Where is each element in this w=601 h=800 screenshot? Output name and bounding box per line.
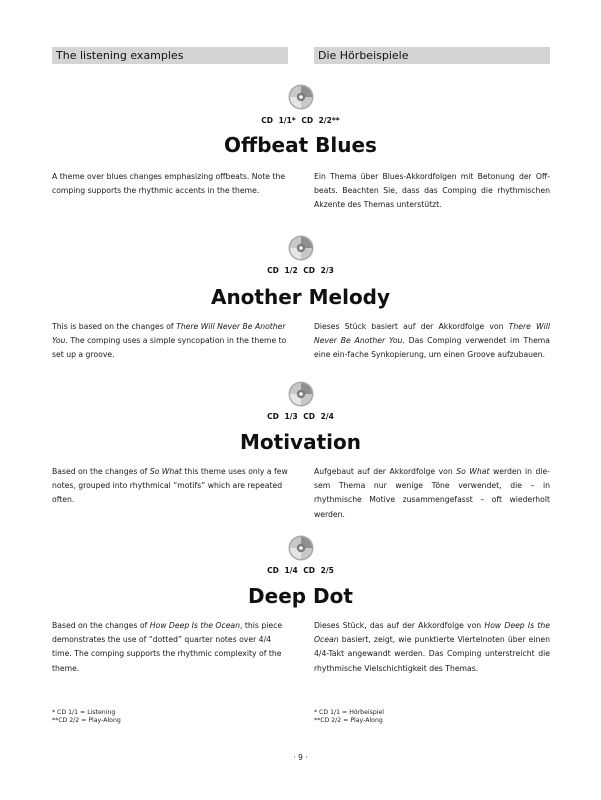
german-description: Ein Thema über Blues-Akkordfolgen mit Betonung der Off-beats. Beachten Sie, dass das Comping die rhythmischen Akzente des Themas unterstützt. [314,172,550,210]
section-title: Motivation [240,430,361,454]
section-title: Offbeat Blues [224,133,377,157]
header-left-title: The listening examples [52,47,288,64]
header-right-title: Die Hörbeispiele [314,47,550,64]
cd-track-label: CD 1/1* CD 2/2** [261,116,340,125]
footnote-line: **CD 2/2 = Play-Along [52,717,121,724]
german-description: Dieses Stück, das auf der Akkordfolge von How Deep Is the Ocean basiert, zeigt, wie punktierte Viertelnoten über einen 4/4-Takt angewandt werden. Das Comping unterstreicht die rhythmische Vielschichtigkeit des Themas. [314,621,551,673]
cd-track-label: CD 1/4 CD 2/5 [267,566,334,575]
cd-disc-icon [288,84,314,110]
cd-track-label: CD 1/3 CD 2/4 [267,412,334,421]
cd-disc-icon [288,381,314,407]
english-description: This is based on the changes of There Will Never Be Another You. The comping uses a simple syncopation in the theme to set up a groove. [52,322,287,360]
german-description: Aufgebaut auf der Akkordfolge von So What werden in die-sem Thema nur wenige Töne verwendet, die – in rhythmische Motive zusammengefasst – oft wiederholt werden. [314,467,550,519]
section-title: Another Melody [210,285,391,309]
footnote-english [52,709,121,725]
cd-disc-icon [288,235,314,261]
english-description: Based on the changes of How Deep Is the Ocean, this piece demonstrates the use of “dotted” quarter notes over 4/4 time. The comping supports the rhythmic complexity of the theme. [52,621,283,673]
footnote-german [314,709,384,725]
cd-disc-icon [288,535,314,561]
section-title: Deep Dot [248,584,353,608]
footnote-line: **CD 2/2 = Play-Along [314,717,383,724]
english-description: A theme over blues changes emphasizing offbeats. Note the comping supports the rhythmic accents in the theme. [52,172,286,196]
footnote-line: * CD 1/1 = Listening [52,709,116,716]
english-description: Based on the changes of So What this theme uses only a few notes, grouped into rhythmical “motifs” which are repeated often. [52,467,288,505]
german-description: Dieses Stück basiert auf der Akkordfolge von There Will Never Be Another You. Das Comping verwendet im Thema eine ein-fache Synkopierung, um einen Groove aufzubauen. [314,322,551,360]
cd-track-label: CD 1/2 CD 2/3 [267,266,334,275]
footnote-line: * CD 1/1 = Hörbeispiel [314,709,385,716]
page-number: · 9 · [293,753,308,762]
